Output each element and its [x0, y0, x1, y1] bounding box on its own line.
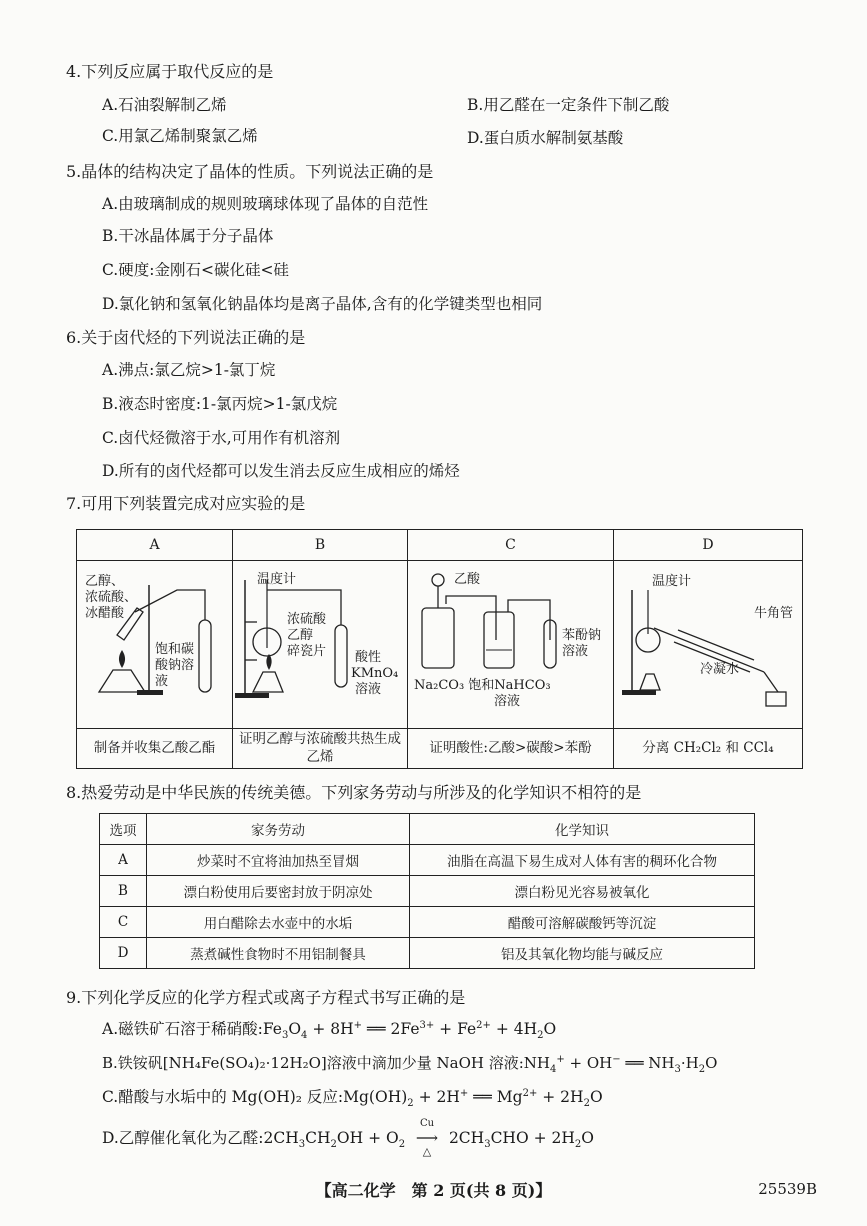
q9-a-equation: $Fe_3O_4 + 8H^+$ ══ $2Fe^{3+} + Fe^{2+} + 4H_2O$	[262, 1019, 557, 1042]
row-knowledge: 铝及其氧化物均能与碱反应	[410, 938, 755, 969]
q9-b-text: B.铁铵矾[NH₄Fe(SO₄)₂·12H₂O]溶液中滴加少量 NaOH 溶液:	[102, 1054, 524, 1072]
q4-option-a: A.石油裂解制乙烯	[102, 96, 227, 114]
b-flask-line-1: 浓硫酸	[287, 612, 327, 627]
q5-stem: 5.晶体的结构决定了晶体的性质。下列说法正确的是	[66, 162, 434, 181]
b-receiver-line-1: 酸性	[355, 650, 382, 665]
b-receiver-line-2: KMnO₄	[351, 666, 399, 681]
q9-c-text: C.醋酸与水垢中的 Mg(OH)₂ 反应:	[102, 1088, 344, 1106]
b-thermometer-label: 温度计	[257, 572, 297, 587]
chores-header-row	[100, 814, 755, 845]
row-option: A	[100, 845, 147, 876]
d-adapter-label: 牛角管	[754, 606, 794, 621]
q5-option-b: B.干冰晶体属于分子晶体	[102, 227, 274, 245]
q4-option-c: C.用氯乙烯制聚氯乙烯	[102, 127, 258, 145]
experiment-header-b: B	[233, 530, 407, 561]
experiment-col-d	[614, 530, 802, 768]
a-receiver-line-1: 饱和碳	[155, 642, 195, 657]
q4-option-b: B.用乙醛在一定条件下制乙酸	[467, 96, 670, 114]
chores-header-option: 选项	[100, 814, 147, 845]
d-thermometer-label: 温度计	[652, 574, 692, 589]
q6-option-a: A.沸点:氯乙烷>1-氯丁烷	[102, 361, 276, 379]
experiment-caption-b: 证明乙醇与浓硫酸共热生成乙烯	[239, 731, 401, 765]
q6-option-c: C.卤代烃微溶于水,可用作有机溶剂	[102, 429, 341, 447]
q6-option-b: B.液态时密度:1-氯丙烷>1-氯戊烷	[102, 395, 338, 413]
experiment-caption-c: 证明酸性:乙酸>碳酸>苯酚	[429, 740, 592, 756]
q6-option-d: D.所有的卤代烃都可以发生消去反应生成相应的烯烃	[102, 462, 460, 480]
q9-option-d	[102, 1118, 594, 1158]
c-phenolate-line-2: 溶液	[562, 644, 589, 659]
q9-option-c	[102, 1087, 603, 1110]
q5-option-a: A.由玻璃制成的规则玻璃球体现了晶体的自范性	[102, 195, 429, 213]
apparatus-d	[614, 560, 802, 729]
row-option: B	[100, 876, 147, 907]
experiment-header-a: A	[77, 530, 232, 561]
table-row	[100, 938, 755, 969]
a-receiver-line-2: 酸钠溶	[155, 658, 195, 673]
q4-option-d: D.蛋白质水解制氨基酸	[467, 129, 624, 147]
row-chore: 用白醋除去水壶中的水垢	[147, 907, 410, 938]
q9-d-text: D.乙醇催化氧化为乙醛:	[102, 1129, 264, 1147]
page-footer: 【高二化学 第 2 页(共 8 页)】	[315, 1181, 552, 1200]
row-knowledge: 油脂在高温下易生成对人体有害的稠环化合物	[410, 845, 755, 876]
experiment-caption-a: 制备并收集乙酸乙酯	[93, 740, 216, 756]
c-bottom-line-2: 溶液	[494, 694, 521, 709]
c-phenolate-line-1: 苯酚钠	[562, 628, 602, 643]
q9-option-b	[102, 1053, 717, 1073]
row-option: D	[100, 938, 147, 969]
a-receiver-line-3: 液	[155, 674, 169, 689]
chores-table	[99, 813, 755, 969]
q9-b-equation: $NH_4^+ + OH^-$ ══ $NH_3\cdot H_2O$	[523, 1054, 718, 1075]
experiment-header-d: D	[614, 530, 802, 561]
experiment-col-a	[77, 530, 233, 768]
row-knowledge: 醋酸可溶解碳酸钙等沉淀	[410, 907, 755, 938]
q9-stem: 9.下列化学反应的化学方程式或离子方程式书写正确的是	[66, 988, 466, 1007]
q9-a-text: A.磁铁矿石溶于稀硝酸:	[102, 1020, 263, 1038]
a-reagent-line-2: 浓硫酸、	[85, 590, 138, 605]
q9-c-equation: $Mg(OH)_2 + 2H^+$ ══ $Mg^{2+} + 2H_2O$	[343, 1087, 603, 1110]
chores-header-knowledge: 化学知识	[410, 814, 755, 845]
row-chore: 蒸煮碱性食物时不用铝制餐具	[147, 938, 410, 969]
experiment-col-b	[233, 530, 408, 768]
q6-stem: 6.关于卤代烃的下列说法正确的是	[66, 328, 306, 347]
row-chore: 炒菜时不宜将油加热至冒烟	[147, 845, 410, 876]
c-acid-label: 乙酸	[454, 572, 481, 587]
q9-d-catalyst: Cu	[419, 1118, 435, 1129]
apparatus-b	[233, 560, 407, 729]
experiment-caption-d: 分离 CH₂Cl₂ 和 CCl₄	[642, 740, 774, 756]
b-flask-line-2: 乙醇	[287, 628, 314, 643]
apparatus-d-drawing	[614, 560, 801, 728]
b-flask-line-3: 碎瓷片	[287, 644, 327, 659]
b-receiver-line-3: 溶液	[355, 682, 382, 697]
chores-header-chore: 家务劳动	[147, 814, 410, 845]
q9-d-condition: △	[422, 1145, 432, 1158]
table-row	[100, 845, 755, 876]
q4-stem: 4.下列反应属于取代反应的是	[66, 62, 274, 81]
d-water-label: 冷凝水	[700, 662, 740, 677]
row-chore: 漂白粉使用后要密封放于阴凉处	[147, 876, 410, 907]
row-option: C	[100, 907, 147, 938]
table-row	[100, 876, 755, 907]
row-knowledge: 漂白粉见光容易被氧化	[410, 876, 755, 907]
experiment-table	[76, 529, 803, 769]
q5-option-c: C.硬度:金刚石<碳化硅<硅	[102, 261, 289, 279]
a-reagent-line-1: 乙醇、	[85, 574, 125, 589]
experiment-header-c: C	[408, 530, 613, 561]
table-row	[100, 907, 755, 938]
q9-d-equation: $2CH_3CH_2OH + O_2$ Cu ⟶ △ $2CH_3CHO + 2H_2O$	[264, 1129, 594, 1147]
apparatus-c	[408, 560, 613, 729]
c-bottom-line-1: Na₂CO₃ 饱和NaHCO₃	[414, 678, 551, 693]
q8-stem: 8.热爱劳动是中华民族的传统美德。下列家务劳动与所涉及的化学知识不相符的是	[66, 783, 642, 802]
q9-option-a	[102, 1019, 557, 1042]
q5-option-d: D.氯化钠和氢氧化钠晶体均是离子晶体,含有的化学键类型也相同	[102, 295, 543, 313]
paper-code: 25539B	[758, 1180, 817, 1198]
q7-stem: 7.可用下列装置完成对应实验的是	[66, 494, 306, 513]
experiment-col-c	[408, 530, 614, 768]
a-reagent-line-3: 冰醋酸	[85, 606, 125, 621]
apparatus-a	[77, 560, 232, 729]
